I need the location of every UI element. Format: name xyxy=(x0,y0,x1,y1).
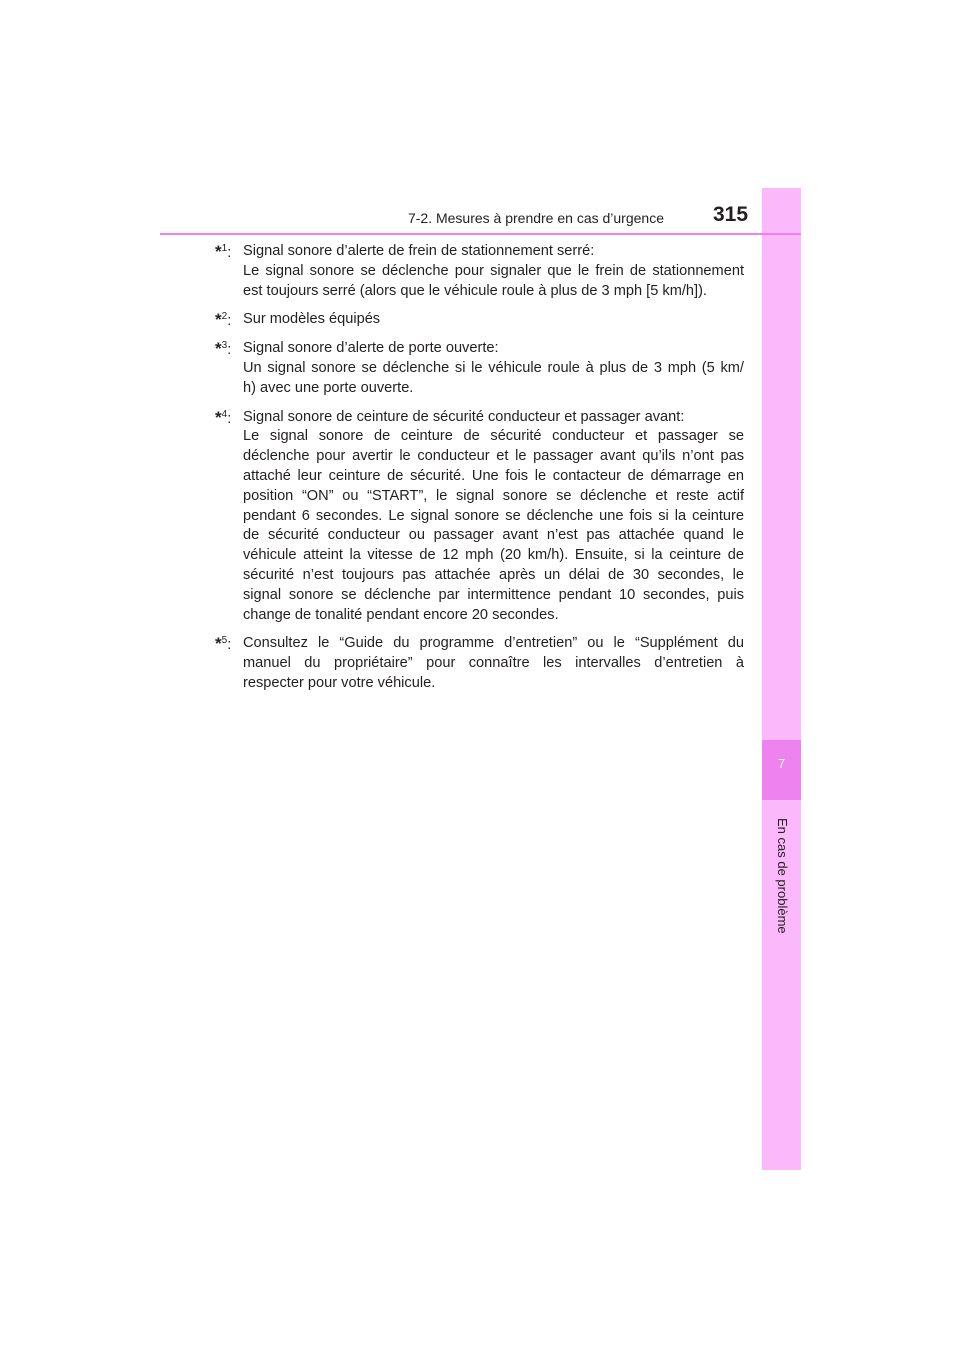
footnote-line: manuel du propriétaire” pour connaître les intervalles d’entretien à xyxy=(243,655,744,672)
footnote-marker xyxy=(215,634,231,657)
chapter-number: 7 xyxy=(777,756,786,771)
footnote-5 xyxy=(215,634,744,693)
footnote-line: h) avec une porte ouverte. xyxy=(243,379,414,396)
footnote-line: change de tonalité pendant encore 20 secondes. xyxy=(243,606,559,623)
footnote-line: sécurité n’est toujours pas attachée après un délai de 30 secondes, le xyxy=(243,566,744,583)
footnote-line: Le signal sonore se déclenche pour signaler que le frein de stationnement xyxy=(243,262,744,279)
footnote-number: 4 xyxy=(221,408,228,420)
footnote-line: Consultez le “Guide du programme d’entretien” ou le “Supplément du xyxy=(243,635,744,652)
footnotes-list xyxy=(215,242,744,703)
footnote-line: est toujours serré (alors que le véhicule roule à plus de 3 mph [5 km/h]). xyxy=(243,282,707,299)
asterisk: * xyxy=(215,310,222,330)
footnote-line: de sécurité conducteur ou passager avant n’est pas attachée quand le xyxy=(243,527,744,544)
footnote-colon: : xyxy=(227,637,232,654)
footnote-3 xyxy=(215,339,744,398)
asterisk: * xyxy=(215,242,222,261)
footnote-line: Signal sonore d’alerte de frein de stationnement serré: xyxy=(243,243,595,259)
asterisk: * xyxy=(215,407,222,427)
footnote-line: Signal sonore de ceinture de sécurité conducteur et passager avant: xyxy=(243,408,685,425)
footnote-4 xyxy=(215,408,744,626)
footnote-line: Sur modèles équipés xyxy=(243,311,381,328)
section-title: 7-2. Mesures à prendre en cas d’urgence xyxy=(407,210,664,226)
footnote-line: déclenche pour avertir le conducteur et le passager avant qu’ils n’ont pas xyxy=(243,448,744,465)
footnote-line: Un signal sonore se déclenche si le véhicule roule à plus de 3 mph (5 km/ xyxy=(243,359,744,376)
footnote-1 xyxy=(215,242,744,301)
footnote-line: respecter pour votre véhicule. xyxy=(243,674,436,691)
chapter-title: En cas de problème xyxy=(775,818,790,934)
asterisk: * xyxy=(215,339,222,359)
footnote-number: 1 xyxy=(221,243,228,254)
page-number: 315 xyxy=(713,203,749,226)
footnote-marker xyxy=(215,339,231,362)
footnote-marker xyxy=(215,242,231,265)
footnote-line: Le signal sonore de ceinture de sécurité conducteur et passager se xyxy=(243,428,744,445)
footnote-2 xyxy=(215,310,744,330)
footnote-colon: : xyxy=(227,313,232,330)
footnote-line: Signal sonore d’alerte de porte ouverte: xyxy=(243,340,499,357)
footnote-marker xyxy=(215,408,231,431)
footnote-number: 3 xyxy=(221,340,228,352)
footnote-colon: : xyxy=(227,410,232,427)
footnote-line: position “ON” ou “START”, le signal sonore se déclenche et reste actif xyxy=(243,487,744,504)
footnote-marker xyxy=(215,310,231,333)
footnote-line: attaché leur ceinture de sécurité. Une fois le contacteur de démarrage en xyxy=(243,467,744,484)
footnote-number: 5 xyxy=(221,635,228,647)
footnote-line: véhicule atteint la vitesse de 12 mph (20 km/h). Ensuite, si la ceinture de xyxy=(243,547,744,564)
footnote-line: signal sonore se déclenche par intermittence pendant 10 secondes, puis xyxy=(243,586,744,603)
footnote-number: 2 xyxy=(221,311,228,323)
chapter-side-tab xyxy=(762,188,801,1170)
asterisk: * xyxy=(215,634,222,654)
footnote-colon: : xyxy=(227,245,232,261)
footnote-colon: : xyxy=(227,342,232,359)
header-rule xyxy=(160,233,801,235)
footnote-line: pendant 6 secondes. Le signal sonore se déclenche une fois si la ceinture xyxy=(243,507,744,524)
